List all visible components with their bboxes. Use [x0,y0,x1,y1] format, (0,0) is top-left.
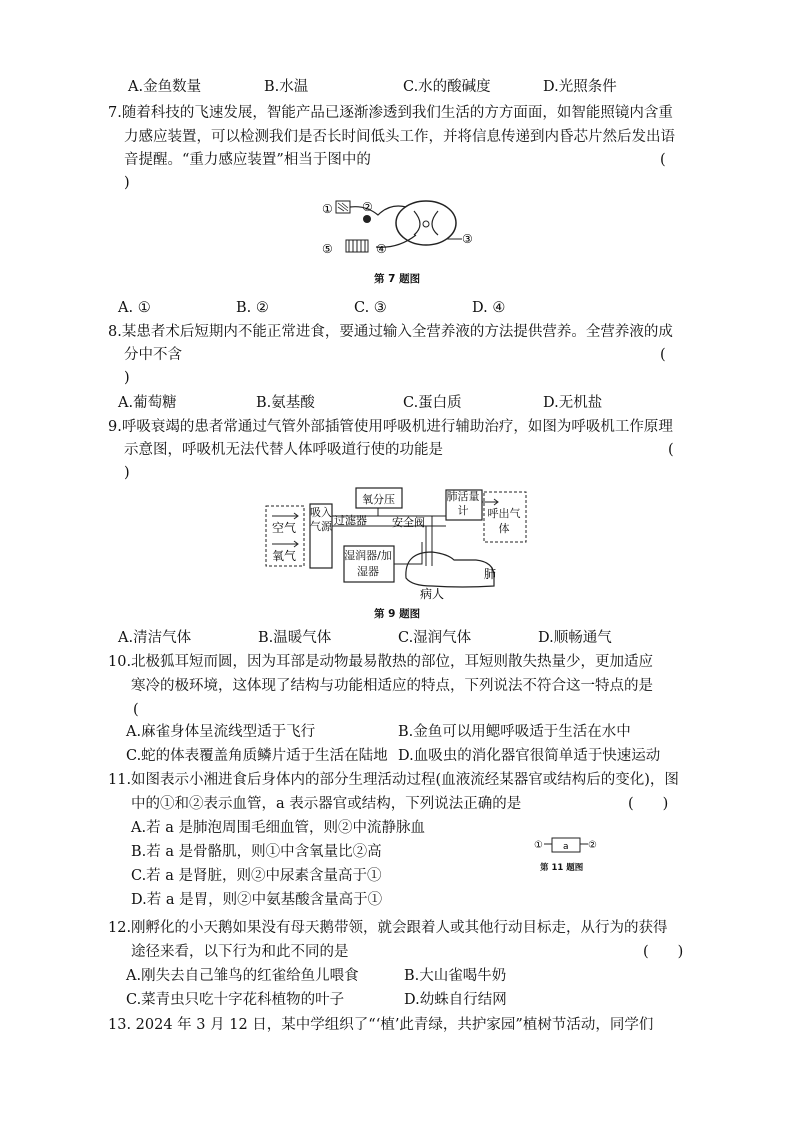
q7-option-c: C. ③ [354,300,387,316]
q7-answer-paren-open: ( [660,152,666,168]
vessel-1-label: ① [534,840,543,851]
q12-stem-line-1: 12.刚孵化的小天鹅如果没有母天鹅带领，就会跟着人或其他行动目标走，从行为的获得 [108,920,668,936]
q10-option-a: A.麻雀身体呈流线型适于飞行 [126,724,316,740]
q6-option-b: B.水温 [264,79,309,95]
air-label: 空气 [272,521,297,535]
label-2: ② [362,200,373,214]
q9-figure-caption: 第 9 题图 [374,608,421,620]
q12-option-d: D.幼蛛自行结网 [404,992,507,1008]
q11-option-d: D.若 a 是胃，则②中氨基酸含量高于① [131,892,383,908]
lung-label: 肺 [484,567,497,581]
q7-answer-paren-close: ) [124,175,130,191]
label-5: ⑤ [322,242,333,256]
q7-stem-line-2: 力感应装置，可以检测我们是否长时间低头工作，并将信息传递到内昏芯片然后发出语 [124,129,675,145]
q8-answer-paren-open: ( [660,347,666,363]
q11-option-a: A.若 a 是肺泡周围毛细血管，则②中流静脉血 [131,820,425,836]
q8-stem-line-1: 8.某患者术后短期内不能正常进食，要通过输入全营养液的方法提供营养。全营养液的成 [108,324,673,340]
q7-option-b: B. ② [236,300,269,316]
filter-label: 过滤器 [334,514,367,527]
q11-option-b: B.若 a 是骨骼肌，则①中含氧量比②高 [131,844,382,860]
q9-option-d: D.顺畅通气 [538,630,612,646]
exhale-label: 呼出气体 [487,507,521,535]
q6-option-c: C.水的酸碱度 [403,79,491,95]
label-3: ③ [462,232,473,246]
q9-stem-line-1: 9.呼吸衰竭的患者常通过气管外部插管使用呼吸机进行辅助治疗，如图为呼吸机工作原理 [108,419,673,435]
organ-a-label: a [563,842,569,852]
q8-option-a: A.葡萄糖 [118,395,177,411]
q6-option-a: A.金鱼数量 [128,79,202,95]
humidifier-label: 湿润器/加湿器 [344,549,392,578]
q8-answer-paren-close: ) [124,370,130,386]
q9-answer-paren-close: ) [124,465,130,481]
q11-answer-paren: ( ) [628,796,669,812]
source-label: 吸入气源 [310,506,332,533]
q7-option-a: A. ① [118,300,151,316]
q11-stem-line-2: 中的①和②表示血管，a 表示器官或结构，下列说法正确的是 [131,796,522,812]
q8-option-b: B.氨基酸 [256,395,315,411]
q10-option-b: B.金鱼可以用鳃呼吸适于生活在水中 [398,724,631,740]
q8-stem-line-2: 分中不含 [124,347,182,363]
q9-stem-line-2: 示意图，呼吸机无法代替人体呼吸道行使的功能是 [124,442,443,458]
q10-option-c: C.蛇的体表覆盖角质鳞片适于生活在陆地 [126,748,388,764]
q11-figure-caption: 第 11 题图 [540,863,584,873]
q7-stem-line-3: 音提醒。“重力感应装置”相当于图中的 [124,152,371,168]
q9-option-c: C.湿润气体 [398,630,472,646]
q10-stem-line-1: 10.北极狐耳短而圆，因为耳部是动物最易散热的部位，耳短则散失热量少，更加适应 [108,654,654,670]
ventilator-figure [262,486,530,602]
q8-option-d: D.无机盐 [543,395,603,411]
q9-option-b: B.温暖气体 [258,630,332,646]
q12-option-a: A.刚失去自己雏鸟的红雀给鱼儿喂食 [126,968,359,984]
q10-answer-paren-open: ( [133,702,139,718]
q9-answer-paren-open: ( [668,442,674,458]
q8-option-c: C.蛋白质 [403,395,462,411]
spirometer-label: 肺活量计 [446,490,480,517]
q12-option-b: B.大山雀喝牛奶 [404,968,507,984]
o2-pressure-label: 氧分压 [362,493,395,506]
q12-answer-paren: ( ) [643,944,684,960]
reflex-arc-figure [318,195,478,267]
q9-option-a: A.清洁气体 [118,630,192,646]
q6-option-d: D.光照条件 [543,79,617,95]
q7-option-d: D. ④ [472,300,506,316]
label-4: ④ [376,242,387,256]
vessel-2-label: ② [588,840,597,851]
safety-valve-label: 安全阀 [392,516,425,529]
patient-label: 病人 [420,587,445,601]
q7-stem-line-1: 7.随着科技的飞速发展，智能产品已逐渐渗透到我们生活的方方面面，如智能照镜内含重 [108,105,673,121]
q12-stem-line-2: 途径来看，以下行为和此不同的是 [131,944,349,960]
blood-flow-figure [534,836,600,856]
label-1: ① [322,202,333,216]
q10-stem-line-2: 寒冷的极环境，这体现了结构与功能相适应的特点，下列说法不符合这一特点的是 [131,678,653,694]
q10-option-d: D.血吸虫的消化器官很简单适于快速运动 [398,748,661,764]
oxygen-label: 氧气 [272,549,297,563]
q7-figure-caption: 第 7 题图 [374,273,421,285]
q13-stem-line-1: 13. 2024 年 3 月 12 日，某中学组织了“‘植’此青绿，共护家园”植树节活动，同学们 [108,1017,654,1033]
q11-option-c: C.若 a 是肾脏，则②中尿素含量高于① [131,868,382,884]
q12-option-c: C.菜青虫只吃十字花科植物的叶子 [126,992,345,1008]
q11-stem-line-1: 11.如图表示小湘进食后身体内的部分生理活动过程(血液流经某器官或结构后的变化)，图 [108,772,679,788]
